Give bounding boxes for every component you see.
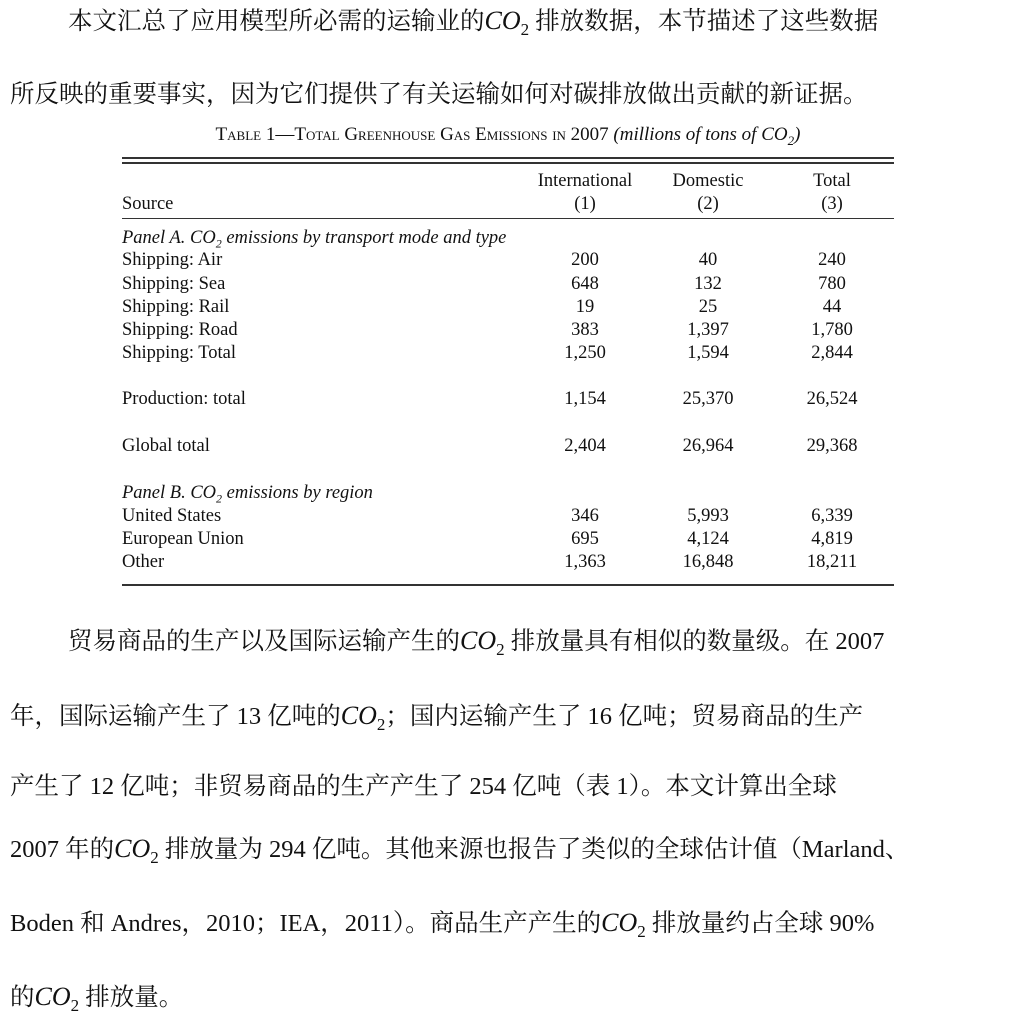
panel-a-title: Panel A. $CO_2$ emissions by transport mode and type [122,228,507,251]
header-total-num: (3) [821,194,843,214]
co2-formula: $CO_2$ [340,701,386,734]
table-caption: Table 1—Total Greenhouse Gas Emissions in 2007 (millions of tons of $CO_2$) [215,124,801,148]
header-total: Total [813,171,851,191]
panel-b-title: Panel B. $CO_2$ emissions by region [122,483,373,506]
body-line-5: Boden 和 Andres，2010；IEA，2011）。商品生产产生的$CO_2$ 排放量约占全球 90% [10,908,875,941]
body-line-1: 贸易商品的生产以及国际运输产生的$CO_2$ 排放量具有相似的数量级。在 2007 [68,626,885,659]
co2-formula: $CO_2$ [601,908,646,941]
intro-line-1: 本文汇总了应用模型所必需的运输业的$CO_2$ 排放数据，本节描述了这些数据 [68,6,879,39]
body-line-3: 产生了 12 亿吨；非贸易商品的生产产生了 254 亿吨（表 1）。本文计算出全球 [10,773,837,800]
body-line-4: 2007 年的$CO_2$ 排放量为 294 亿吨。其他来源也报告了类似的全球估计值（Marland、 [10,834,910,867]
header-domestic: Domestic [672,171,744,191]
co2-formula: $CO_2$ [460,626,505,659]
co2-formula: $CO_2$ [34,982,80,1015]
co2-formula: $CO_2$ [484,6,530,39]
intro-line-2: 所反映的重要事实，因为它们提供了有关运输如何对碳排放做出贡献的新证据。 [10,81,868,108]
header-international: International [537,171,633,191]
table-top-rule-2 [122,162,894,164]
header-domestic-num: (2) [697,194,719,214]
table-top-rule-1 [122,157,894,159]
body-line-2: 年，国际运输产生了 13 亿吨的$CO_2$；国内运输产生了 16 亿吨；贸易商品的生产 [10,701,864,734]
header-international-num: (1) [574,194,596,214]
table-header-rule [122,218,894,219]
table-bottom-rule [122,584,894,586]
co2-formula: $CO_2$ [114,834,159,867]
header-source: Source [122,194,174,214]
body-line-6: 的$CO_2$ 排放量。 [10,982,184,1015]
